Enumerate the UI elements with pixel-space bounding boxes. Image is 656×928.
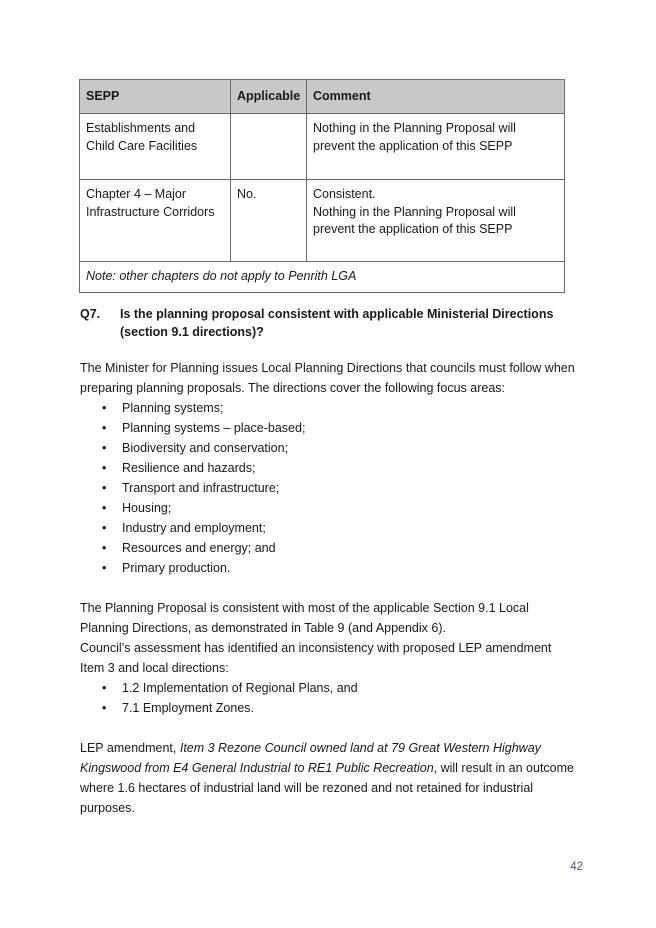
col-header-sepp: SEPP [80, 80, 231, 114]
page-number: 42 [570, 861, 583, 873]
intro-paragraph: The Minister for Planning issues Local Planning Directions that councils must follow when preparing planning proposals. The directions cover the following focus areas: [80, 361, 575, 395]
list-item: • Planning systems – place-based; [80, 418, 305, 438]
list-item: • Resilience and hazards; [80, 458, 305, 478]
list-item: • Industry and employment; [80, 518, 305, 538]
consistency-paragraph: The Planning Proposal is consistent with most of the applicable Section 9.1 Local Planning Directions, as demonstrated in Table 9 (and Appendix 6). [80, 601, 529, 635]
sepp-table [79, 79, 565, 293]
question-text: Is the planning proposal consistent with applicable Ministerial Directions (section 9.1 directions)? [120, 307, 554, 339]
cell-comment: Consistent. Nothing in the Planning Proposal will prevent the application of this SEPP [307, 180, 565, 262]
cell-sepp: Establishments and Child Care Facilities [80, 114, 231, 180]
col-header-comment: Comment [307, 80, 565, 114]
list-item: • Housing; [80, 498, 305, 518]
list-item: • Resources and energy; and [80, 538, 305, 558]
table-note-row [80, 262, 565, 293]
conclusion-prefix: LEP amendment, [80, 741, 180, 755]
conclusion-suffix: , will result in an outcome where 1.6 hectares of industrial land will be rezoned and not retained for industrial purposes. [80, 761, 574, 815]
list-item: • 7.1 Employment Zones. [80, 698, 358, 718]
cell-applicable [231, 114, 307, 180]
list-item: • Transport and infrastructure; [80, 478, 305, 498]
inconsistency-paragraph: Council’s assessment has identified an inconsistency with proposed LEP amendment Item 3 and local directions: [80, 641, 552, 675]
cell-sepp: Chapter 4 – Major Infrastructure Corridors [80, 180, 231, 262]
conclusion-paragraph [80, 738, 575, 818]
table-row [80, 180, 565, 262]
table-note: Note: other chapters do not apply to Penrith LGA [80, 262, 565, 293]
cell-comment: Nothing in the Planning Proposal will prevent the application of this SEPP [307, 114, 565, 180]
list-item: • Planning systems; [80, 398, 305, 418]
list-item: • 1.2 Implementation of Regional Plans, and [80, 678, 358, 698]
cell-applicable: No. [231, 180, 307, 262]
table-header-row [80, 80, 565, 114]
table-row [80, 114, 565, 180]
directions-list [80, 678, 358, 718]
list-item: • Primary production. [80, 558, 305, 578]
list-item: • Biodiversity and conservation; [80, 438, 305, 458]
col-header-applicable: Applicable [231, 80, 307, 114]
conclusion-item-title: Item 3 Rezone Council owned land at 79 Great Western Highway Kingswood from E4 General Industrial to RE1 Public Recreation [80, 741, 541, 775]
focus-areas-list [80, 398, 305, 578]
question-heading [80, 306, 570, 341]
question-number: Q7. [80, 307, 101, 321]
